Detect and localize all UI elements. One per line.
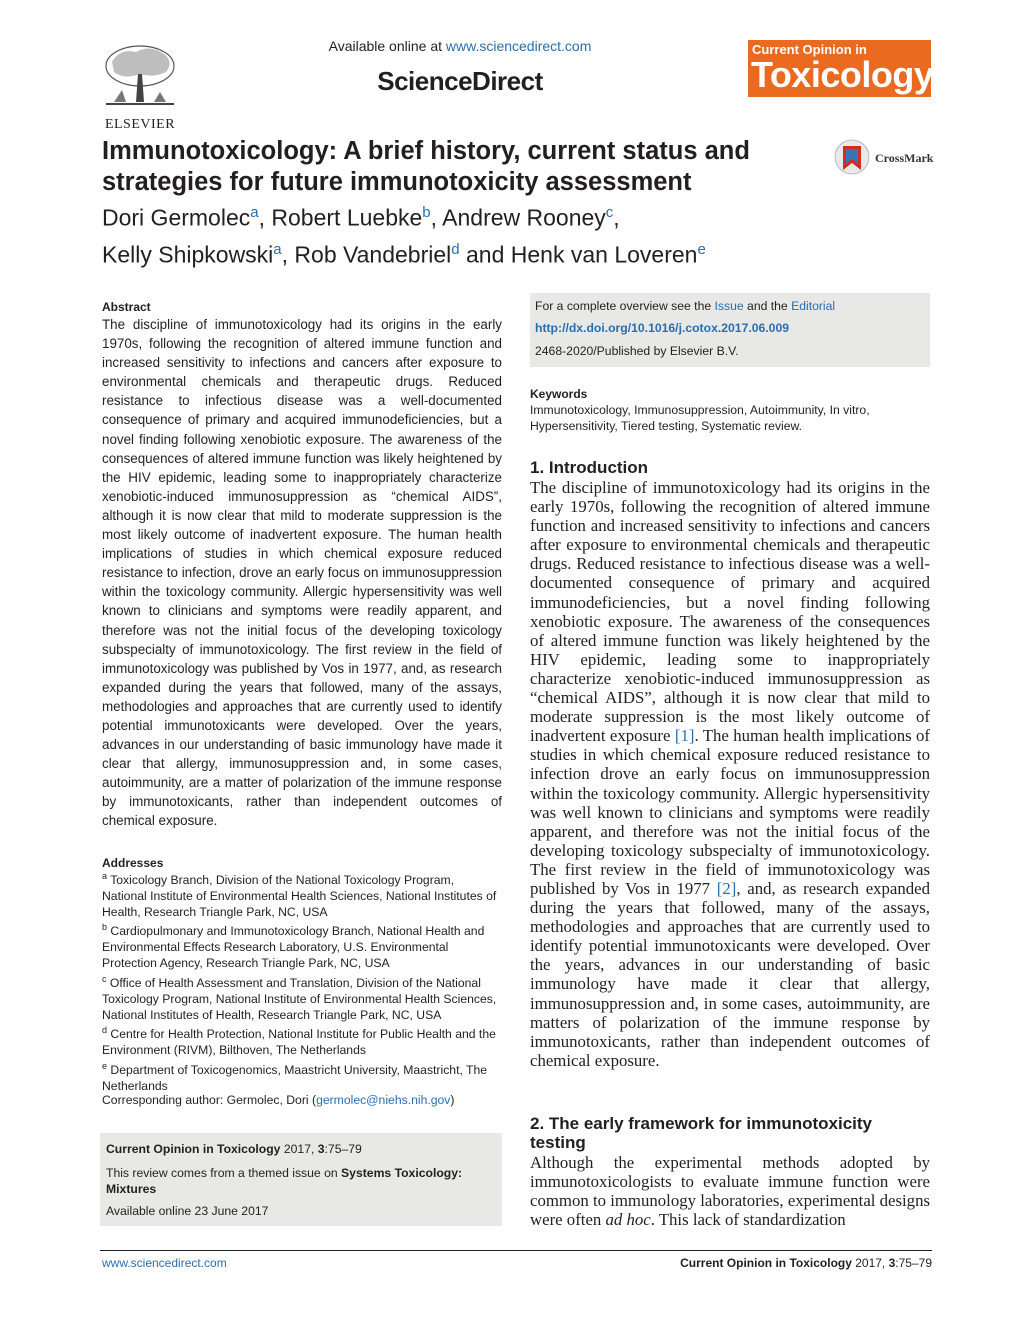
address-item xyxy=(102,1059,502,1095)
issue-info-box xyxy=(100,1133,502,1226)
addresses-heading: Addresses xyxy=(102,856,164,870)
address-marker: b xyxy=(102,922,108,933)
author-affiliation-marker[interactable]: e xyxy=(697,240,706,258)
publisher-name: ELSEVIER xyxy=(104,117,176,132)
address-marker: c xyxy=(102,973,107,984)
author-separator: , xyxy=(281,241,295,268)
themed-issue: This review comes from a themed issue on Systems Toxicology: Mixtures xyxy=(106,1166,463,1196)
early-framework-text: Although the experimental methods adopted by immunotoxicologists to evaluate immune function were common to immunology laboratories, experimental designs were often ad hoc. This lack of standardization xyxy=(530,1153,930,1230)
author-separator: , xyxy=(430,204,443,231)
address-item xyxy=(102,1023,502,1059)
address-marker: a xyxy=(102,871,108,881)
crossmark-label: CrossMark xyxy=(875,151,934,165)
author-separator: , xyxy=(258,204,272,231)
author-name: Henk van Loveren xyxy=(510,241,698,268)
crossmark-icon xyxy=(834,138,870,176)
available-date: Available online 23 June 2017 xyxy=(106,1204,269,1218)
author-name: Rob Vandebriel xyxy=(294,241,452,268)
published-by: 2468-2020/Published by Elsevier B.V. xyxy=(535,344,739,358)
footer-site-link[interactable]: www.sciencedirect.com xyxy=(102,1256,227,1270)
journal-badge-line2: Toxicology xyxy=(751,54,934,95)
keywords-heading: Keywords xyxy=(530,387,588,401)
corresponding-email-link[interactable]: germolec@niehs.nih.gov xyxy=(316,1093,451,1107)
address-item xyxy=(102,869,502,920)
editorial-link[interactable]: Editorial xyxy=(791,299,836,313)
author-name: Robert Luebke xyxy=(271,204,423,231)
author-separator: , xyxy=(613,204,620,231)
address-marker: e xyxy=(102,1061,108,1072)
introduction-text: The discipline of immunotoxicology had its origins in the early 1970s, following the recognition of altered immune function and increased sensitivity to infections and cancers after exposure to environmental chemicals and therapeutic drugs. Reduced resistance to infectious disease was a well-documented consequence of primary and acquired immunodeficiencies, but a novel finding following xenobiotic exposure. The awareness of the consequences of altered immune function was likely heightened by the HIV epidemic, leading some to inappropriately characterize xenobiotic-induced immunosuppression as “chemical AIDS”, although it is now clear that mild to moderate suppression is the most likely outcome of inadvertent exposure [1]. The human health implications of studies in which chemical exposure reduced resistance to infection drove an early focus on immunosuppression within the toxicology community. Allergic hypersensitivity was well known to clinicians and symptoms were readily apparent, and therefore was not the initial focus of the developing toxicology subspecialty of immunotoxicology. The first review in the field of immunotoxicology was published by Vos in 1977 [2], and, as research expanded during the years that followed, many of the assays, methodologies and approaches that are currently used to identify potential immunotoxicants were developed. Over the years, advances in our understanding of basic immunology have made it clear that allergy, immunosuppression and, in some cases, autoimmunity, are matters of polarization of the immune response by immunotoxicants, rather than independent outcomes of chemical exposure. xyxy=(530,478,931,1070)
crossmark-button[interactable] xyxy=(834,138,934,178)
author-name: Andrew Rooney xyxy=(442,204,606,231)
address-list xyxy=(102,869,502,1095)
author-affiliation-marker[interactable]: a xyxy=(250,204,259,221)
journal-badge[interactable] xyxy=(748,40,934,97)
author-name: Kelly Shipkowski xyxy=(102,241,274,268)
author-affiliation-marker[interactable]: b xyxy=(422,204,431,221)
address-marker: d xyxy=(102,1025,108,1036)
section-1-heading: 1. Introduction xyxy=(530,458,649,477)
reference-link-2[interactable]: [2] xyxy=(716,878,737,898)
address-text: Cardiopulmonary and Immunotoxicology Branch, National Health and Environmental Effects Research Laboratory, U.S. Environmental Protection Agency, Research Triangle Park, NC, USA xyxy=(102,924,485,971)
overview-box xyxy=(530,293,930,367)
address-item xyxy=(102,972,502,1023)
corresponding-author: Corresponding author: Germolec, Dori (germolec@niehs.nih.gov) xyxy=(102,1093,455,1107)
address-item xyxy=(102,920,502,971)
sciencedirect-link[interactable]: www.sciencedirect.com xyxy=(445,38,592,54)
abstract-text: The discipline of immunotoxicology had its origins in the early 1970s, following the recognition of altered immune function and increased sensitivity to infections and cancers after exposure to environmental chemicals and therapeutic drugs. Reduced resistance to infectious disease was a well-documented consequence of primary and acquired immunodeficiencies, but a novel finding following xenobiotic exposure. The awareness of the consequences of altered immune function was likely heightened by the HIV epidemic, leading some to inappropriately characterize xenobiotic-induced immunosuppression as “chemical AIDS”, although it is now clear that mild to moderate suppression is the most likely outcome of inadvertent exposure. The human health implications of studies in which chemical exposure reduced resistance to infection, drove an early focus on immunosuppression within the toxicology community. Allergic hypersensitivity was well known to clinicians and symptoms were readily apparent, and therefore was not the initial focus of the developing toxicology subspecialty of immunotoxicology. The first review in the field of immunotoxicology was published by Vos in 1977, and, as research expanded during the years that followed, many of the assays, methodologies and approaches that are currently used to identify potential immunotoxicants were developed. Over the years, advances in our understanding of basic immunology have made it clear that allergy, immunosuppression and, in some cases, autoimmunity, are a matter of polarization of the immune response by immunotoxicants, rather than independent outcomes of chemical exposure. xyxy=(102,317,502,829)
author-affiliation-marker[interactable]: d xyxy=(451,240,460,258)
available-online: Available online at www.sciencedirect.com xyxy=(328,38,592,54)
address-text: Toxicology Branch, Division of the National Toxicology Program, National Institute of Environmental Health Sciences, National Institutes of Health, Research Triangle Park, NC, USA xyxy=(102,873,497,919)
address-text: Office of Health Assessment and Translation, Division of the National Toxicology Program, National Institute of Environmental Health Sciences, National Institutes of Health, Research Triangle Park, NC, USA xyxy=(102,975,497,1022)
section-2-heading: 2. The early framework for immunotoxicity testing xyxy=(530,1114,872,1152)
sciencedirect-brand: ScienceDirect xyxy=(377,66,543,96)
author-separator: and xyxy=(459,241,511,268)
author-affiliation-marker[interactable]: a xyxy=(273,240,282,258)
doi-link[interactable]: http://dx.doi.org/10.1016/j.cotox.2017.06.009 xyxy=(535,321,790,335)
footer-rule xyxy=(100,1250,932,1251)
reference-link-1[interactable]: [1] xyxy=(674,726,695,746)
address-text: Department of Toxicogenomics, Maastricht University, Maastricht, The Netherlands xyxy=(102,1063,488,1093)
article-title: Immunotoxicology: A brief history, current status and strategies for future immunotoxicity assessment xyxy=(102,137,750,196)
author-affiliation-marker[interactable]: c xyxy=(605,204,614,221)
author-name: Dori Germolec xyxy=(102,204,251,231)
overview-line: For a complete overview see the Issue and the Editorial xyxy=(535,299,836,313)
issue-link[interactable]: Issue xyxy=(714,299,744,313)
author-list xyxy=(102,197,862,270)
keywords-text: Immunotoxicology, Immunosuppression, Autoimmunity, In vitro, Hypersensitivity, Tiered testing, Systematic review. xyxy=(530,403,870,433)
issue-citation: Current Opinion in Toxicology 2017, 3:75–79 xyxy=(106,1142,362,1156)
address-text: Centre for Health Protection, National Institute for Public Health and the Environment (RIVM), Bilthoven, The Netherlands xyxy=(102,1027,496,1058)
journal-badge-line1: Current Opinion in xyxy=(752,42,867,57)
abstract-heading: Abstract xyxy=(102,300,151,314)
footer-citation: Current Opinion in Toxicology 2017, 3:75–79 xyxy=(680,1256,932,1270)
